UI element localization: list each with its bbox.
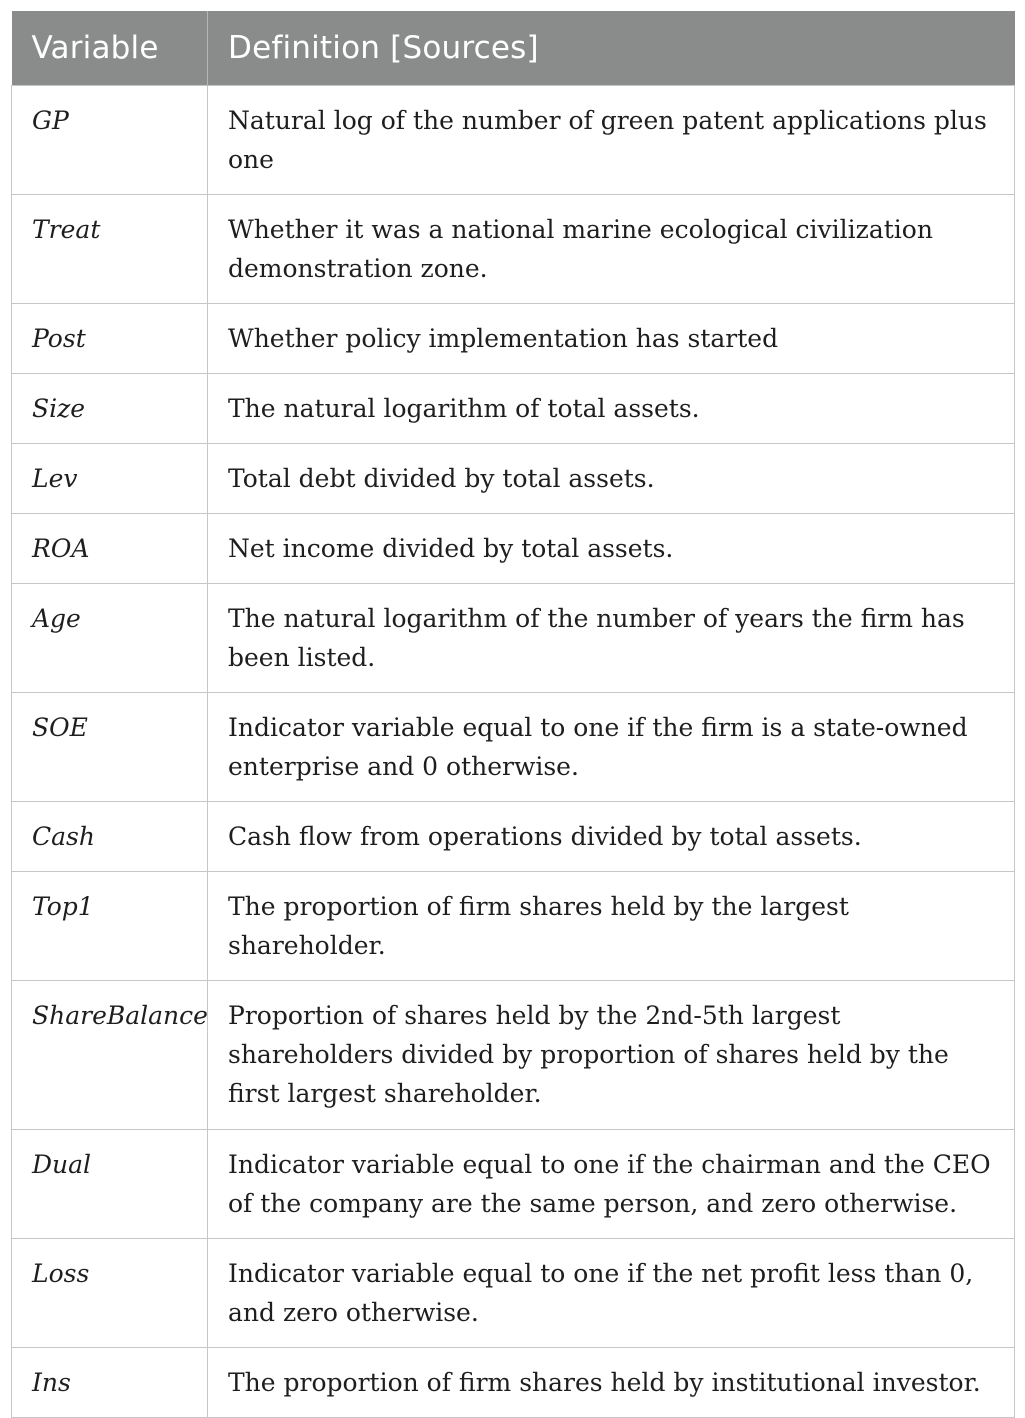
variable-cell: Ins: [32, 1368, 71, 1397]
definition-cell: Cash flow from operations divided by total assets.: [228, 822, 862, 851]
definition-cell: Natural log of the number of green patent applications plus one: [228, 106, 987, 174]
definition-cell: Net income divided by total assets.: [228, 534, 674, 563]
table-row: [12, 981, 1015, 1130]
definition-cell: Indicator variable equal to one if the firm is a state-owned enterprise and 0 otherwise.: [228, 713, 968, 781]
variable-cell: GP: [32, 106, 69, 135]
table-row: [12, 802, 1015, 872]
definition-cell: Indicator variable equal to one if the net profit less than 0, and zero otherwise.: [228, 1259, 974, 1327]
variable-cell: Cash: [32, 822, 95, 851]
variable-cell: ShareBalance: [32, 1001, 208, 1030]
variable-cell: Post: [32, 324, 86, 353]
table-row: [12, 872, 1015, 981]
definition-cell: The natural logarithm of total assets.: [228, 394, 700, 423]
definition-cell: Proportion of shares held by the 2nd-5th largest shareholders divided by proportion of shares held by the first largest shareholder.: [228, 1001, 949, 1108]
variable-definitions-table: [11, 11, 1015, 1418]
definition-cell: Whether it was a national marine ecological civilization demonstration zone.: [228, 215, 933, 283]
variable-cell: Lev: [32, 464, 78, 493]
variable-cell: ROA: [32, 534, 90, 563]
table-row: [12, 304, 1015, 374]
table-row: [12, 1130, 1015, 1239]
table-row: [12, 1348, 1015, 1418]
definition-cell: The proportion of firm shares held by institutional investor.: [228, 1368, 981, 1397]
variable-cell: Loss: [32, 1259, 90, 1288]
variable-cell: Age: [32, 604, 81, 633]
variable-cell: Top1: [32, 892, 94, 921]
table-row: [12, 584, 1015, 693]
table-row: [12, 514, 1015, 584]
definition-cell: The proportion of firm shares held by the largest shareholder.: [228, 892, 849, 960]
header-variable: Variable: [12, 11, 208, 86]
variable-cell: Dual: [32, 1150, 92, 1179]
table-row: [12, 195, 1015, 304]
variable-cell: SOE: [32, 713, 88, 742]
table-row: [12, 86, 1015, 195]
table-row: [12, 444, 1015, 514]
header-definition: Definition [Sources]: [208, 11, 1015, 86]
definition-cell: Indicator variable equal to one if the chairman and the CEO of the company are the same person, and zero otherwise.: [228, 1150, 991, 1218]
variable-cell: Treat: [32, 215, 101, 244]
table-row: [12, 374, 1015, 444]
definition-cell: Whether policy implementation has started: [228, 324, 779, 353]
definition-cell: Total debt divided by total assets.: [228, 464, 655, 493]
definition-cell: The natural logarithm of the number of years the firm has been listed.: [228, 604, 965, 672]
table-row: [12, 693, 1015, 802]
table-header-row: [12, 11, 1015, 86]
variable-cell: Size: [32, 394, 86, 423]
table-row: [12, 1239, 1015, 1348]
